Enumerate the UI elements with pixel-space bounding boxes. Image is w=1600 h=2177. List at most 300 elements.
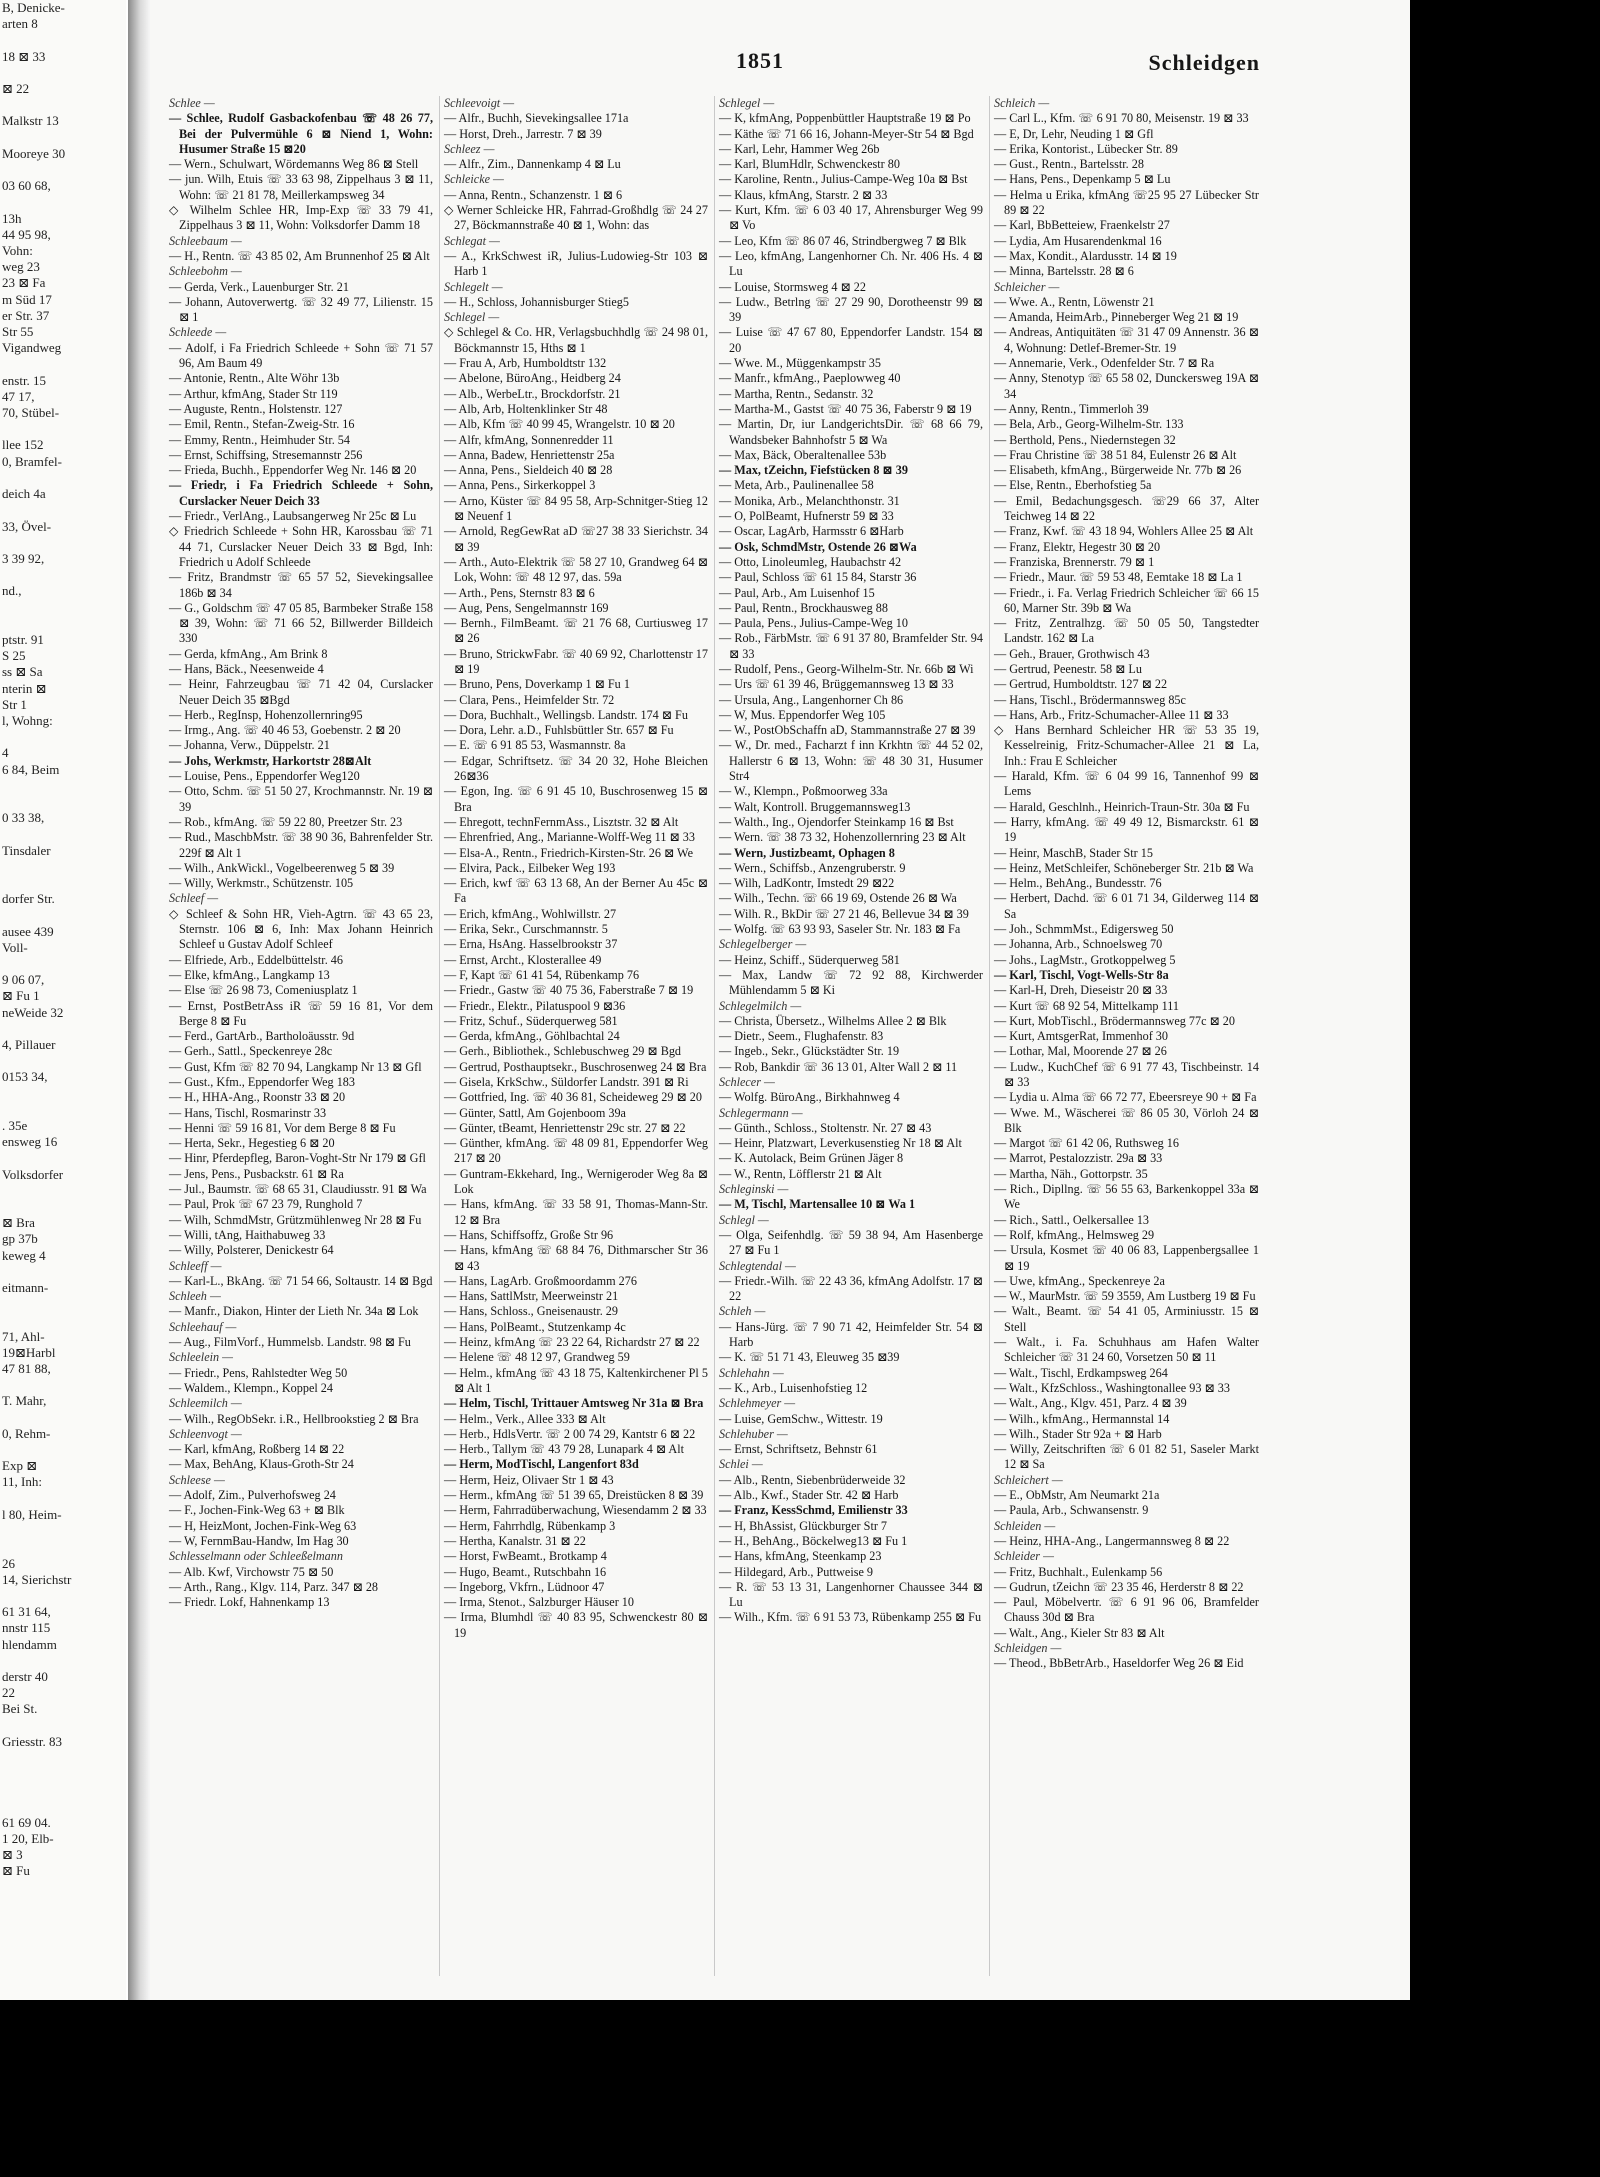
surname-heading: Schleebaum — — [169, 233, 242, 248]
margin-line — [0, 502, 126, 518]
directory-entry: — Erika, Kontorist., Lübecker Str. 89 — [994, 141, 1178, 156]
directory-entry: — Meta, Arb., Paulinenallee 58 — [719, 478, 874, 493]
directory-entry: ◇ Wilhelm Schlee HR, Imp-Exp ☏ 33 79 41, Zippelhaus 3 ⊠ 11, Wohn: Volksdorfer Damm 18 — [169, 203, 433, 233]
margin-line: nterin ⊠ — [2, 680, 47, 696]
margin-line: weg 23 — [2, 259, 40, 275]
margin-line — [0, 1296, 126, 1312]
directory-entry: — Margot ☏ 61 42 06, Ruthsweg 16 — [994, 1136, 1179, 1151]
directory-entry: — Emmy, Rentn., Heimhuder Str. 54 — [169, 432, 350, 447]
margin-line — [0, 194, 126, 210]
directory-entry: — Fritz, Brandmstr ☏ 65 57 52, Sievekingsallee 186b ⊠ 34 — [169, 570, 433, 600]
surname-heading: Schlegl — — [719, 1212, 769, 1227]
directory-entry: — Arth., Rang., Klgv. 114, Parz. 347 ⊠ 28 — [169, 1579, 379, 1594]
directory-entry: — Hinr, Pferdepfleg, Baron-Voght-Str Nr 179 ⊠ Gfl — [169, 1151, 426, 1166]
directory-entry: — Martha, Rentn., Sedanstr. 32 — [719, 386, 874, 401]
directory-entry: — Berthold, Pens., Niedernstegen 32 — [994, 432, 1176, 447]
directory-entry: — Karl, Tischl, Vogt-Wells-Str 8a — [994, 967, 1169, 982]
directory-entry: — Friedr., Maur. ☏ 59 53 48, Eemtake 18 ⊠ La 1 — [994, 570, 1243, 585]
margin-line: Tinsdaler — [2, 842, 51, 858]
directory-entry: — H., Schloss, Johannisburger Stieg5 — [444, 294, 629, 309]
directory-entry: — Waldem., Klempn., Koppel 24 — [169, 1380, 333, 1395]
margin-line: 22 — [2, 1685, 15, 1701]
surname-heading: Schleider — — [994, 1549, 1054, 1564]
directory-entry: — W., Rentn, Löfflerstr 21 ⊠ Alt — [719, 1166, 882, 1181]
directory-entry: — Annemarie, Verk., Odenfelder Str. 7 ⊠ Ra — [994, 356, 1215, 371]
directory-entry: — Wolfg. BüroAng., Birkhahnweg 4 — [719, 1090, 900, 1105]
directory-entry: — Wilh, SchmdMstr, Grützmühlenweg Nr 28 ⊠ Fu — [169, 1212, 422, 1227]
margin-line — [0, 600, 126, 616]
surname-heading: Schlegtendal — — [719, 1258, 796, 1273]
directory-entry: — Hildegard, Arb., Puttweise 9 — [719, 1564, 874, 1579]
surname-heading: Schleidgen — — [994, 1640, 1062, 1655]
directory-entry: — Wern., Schulwart, Wördemanns Weg 86 ⊠ Stell — [169, 157, 419, 172]
directory-entry: — Joh., SchmmMst., Edigersweg 50 — [994, 922, 1174, 937]
directory-entry: — W., Dr. med., Facharzt f inn Krkhtn ☏ 44 52 02, Hallerstr 6 ⊠ 13, Wohn: ☏ 48 30 31, Husumer Str4 — [719, 738, 983, 784]
margin-line — [0, 794, 126, 810]
directory-entry: — Gertrud, Peenestr. 58 ⊠ Lu — [994, 661, 1142, 676]
directory-entry: — Jul., Baumstr. ☏ 68 65 31, Claudiusstr. 91 ⊠ Wa — [169, 1182, 427, 1197]
directory-entry: — Helene ☏ 48 12 97, Grandweg 59 — [444, 1350, 630, 1365]
directory-entry: — Wilh., Techn. ☏ 66 19 69, Ostende 26 ⊠ Wa — [719, 891, 957, 906]
directory-entry: — Gerda, kfmAng., Göhlbachtal 24 — [444, 1029, 620, 1044]
directory-entry: — Otto, Schm. ☏ 51 50 27, Krochmannstr. Nr. 19 ⊠ 39 — [169, 784, 433, 814]
directory-entry: ◇ Friedrich Schleede + Sohn HR, Karossbau ☏ 71 44 71, Curslacker Neuer Deich 33 ⊠ Bgd, Inh: Friedrich u Adolf Schleede — [169, 524, 433, 569]
directory-entry: — Franz, Elektr, Hegestr 30 ⊠ 20 — [994, 539, 1161, 554]
directory-entry: — W., Klempn., Poßmoorweg 33a — [719, 784, 888, 799]
directory-entry: — Wilh., RegObSekr. i.R., Hellbrookstieg 2 ⊠ Bra — [169, 1411, 419, 1426]
margin-line — [0, 859, 126, 875]
directory-entry: — Karl-H, Dreh, Dieseistr 20 ⊠ 33 — [994, 983, 1168, 998]
directory-entry: — Wilh., AnkWickl., Vogelbeerenweg 5 ⊠ 39 — [169, 860, 395, 875]
directory-entry: ◇ Werner Schleicke HR, Fahrrad-Großhdlg ☏ 24 27 27, Böckmannstraße 40 ⊠ 1, Wohn: das — [444, 203, 708, 233]
directory-entry: — Walt., Beamt. ☏ 54 41 05, Arminiusstr. 15 ⊠ Stell — [994, 1304, 1259, 1334]
directory-entry: — Osk, SchmdMstr, Ostende 26 ⊠Wa — [719, 539, 917, 554]
margin-line: 9 06 07, — [2, 972, 45, 988]
margin-line: ⊠ Fu 1 — [2, 988, 40, 1004]
directory-entry: — Paula, Pens., Julius-Campe-Weg 10 — [719, 616, 908, 631]
directory-entry: — Alb., Rentn, Siebenbrüderweide 32 — [719, 1472, 906, 1487]
margin-line: S 25 — [2, 648, 26, 664]
margin-line: Vohn: — [2, 243, 33, 259]
surname-heading: Schleevoigt — — [444, 96, 515, 110]
directory-entry: — K. ☏ 51 71 43, Eleuweg 35 ⊠39 — [719, 1350, 900, 1365]
directory-entry: — Walt., KfzSchloss., Washingtonallee 93 ⊠ 33 — [994, 1380, 1230, 1395]
margin-line — [0, 1264, 126, 1280]
directory-entry: — Elisabeth, kfmAng., Bürgerweide Nr. 77b ⊠ 26 — [994, 463, 1242, 478]
directory-entry: — Ludw., KuchChef ☏ 6 91 77 43, Tischbeinstr. 14 ⊠ 33 — [994, 1059, 1259, 1089]
margin-line — [0, 1312, 126, 1328]
directory-entry: — H, BhAssist, Glückburger Str 7 — [719, 1518, 888, 1533]
margin-line: enstr. 15 — [2, 372, 47, 388]
directory-entry: — Schlee, Rudolf Gasbackofenbau ☏ 48 26 77, Bei der Pulvermühle 6 ⊠ Niend 1, Wohn: Husumer Straße 15 ⊠20 — [169, 111, 433, 156]
directory-entry: — Fritz, Zentralhzg. ☏ 50 05 50, Tangstedter Landstr. 162 ⊠ La — [994, 616, 1259, 646]
surname-heading: Schleelein — — [169, 1350, 233, 1365]
directory-entry: — Marrot, Pestalozzistr. 29a ⊠ 33 — [994, 1151, 1163, 1166]
directory-entry: — Hans, Tischl., Brödermannsweg 85c — [994, 692, 1186, 707]
surname-heading: Schleese — — [169, 1472, 225, 1487]
directory-entry: — Wern., Schiffsb., Anzengruberstr. 9 — [719, 860, 906, 875]
margin-line: ⊠ 3 — [2, 1847, 23, 1863]
directory-entry: — K. Autolack, Beim Grünen Jäger 8 — [719, 1151, 904, 1166]
directory-entry: — Wilh., Stader Str 92a + ⊠ Harb — [994, 1426, 1162, 1441]
directory-entry: — Gudrun, tZeichn ☏ 23 35 46, Herderstr 8 ⊠ 22 — [994, 1579, 1244, 1594]
directory-entry: — Karl-L., BkAng. ☏ 71 54 66, Soltaustr. 14 ⊠ Bgd — [169, 1273, 433, 1288]
directory-entry: — Friedr., Gastw ☏ 40 75 36, Faberstraße 7 ⊠ 19 — [444, 983, 694, 998]
margin-line — [0, 778, 126, 794]
directory-entry: — Manfr., kfmAng., Paeplowweg 40 — [719, 371, 901, 386]
directory-entry: — Irma, Blumhdl ☏ 40 83 95, Schwenckestr 80 ⊠ 19 — [444, 1610, 708, 1640]
directory-entry: — Rud., MaschbMstr. ☏ 38 90 36, Bahrenfelder Str. 229f ⊠ Alt 1 — [169, 830, 433, 860]
directory-entry: — Johs, Werkmstr, Harkortstr 28⊠Alt — [169, 753, 372, 768]
surname-heading: Schlei — — [719, 1457, 763, 1472]
directory-entry: — Hans, Pens., Depenkamp 5 ⊠ Lu — [994, 172, 1171, 187]
margin-line — [0, 1102, 126, 1118]
directory-entry: — Anna, Rentn., Schanzenstr. 1 ⊠ 6 — [444, 187, 623, 202]
directory-entry: — Hans, Tischl, Rosmarinstr 33 — [169, 1105, 327, 1120]
directory-entry: — Karoline, Rentn., Julius-Campe-Weg 10a ⊠ Bst — [719, 172, 968, 187]
directory-entry: ◇ Schleef & Sohn HR, Vieh-Agtrn. ☏ 43 65 23, Sternstr. 106 ⊠ 6, Inh: Max Johann Heinrich Schleef u Gustav Adolf Schleef — [169, 906, 433, 952]
directory-entry: — Jens, Pens., Pusbackstr. 61 ⊠ Ra — [169, 1166, 344, 1181]
surname-heading: Schleeh — — [169, 1289, 221, 1304]
directory-entry: — Heinr, Fahrzeugbau ☏ 71 42 04, Curslacker Neuer Deich 35 ⊠Bgd — [169, 677, 433, 707]
directory-entry: — Klaus, kfmAng, Starstr. 2 ⊠ 33 — [719, 187, 888, 202]
directory-entry: — Paul, Prok ☏ 67 23 79, Runghold 7 — [169, 1197, 363, 1212]
margin-line: Vigandweg — [2, 340, 62, 356]
directory-entry: — Ludw., Betrlng ☏ 27 29 90, Dorotheenstr 99 ⊠ 39 — [719, 294, 983, 325]
directory-entry: — Max, tZeichn, Fiefstücken 8 ⊠ 39 — [719, 463, 908, 478]
directory-entry: — Max, Landw ☏ 72 92 88, Kirchwerder Mühlendamm 5 ⊠ Ki — [719, 967, 983, 998]
directory-entry: — Herb., Tallym ☏ 43 79 28, Lunapark 4 ⊠ Alt — [444, 1442, 684, 1457]
directory-entry: — Elvira, Pack., Eilbeker Weg 193 — [444, 860, 616, 875]
directory-entry: — Günter, Sattl, Am Gojenboom 39a — [444, 1105, 626, 1120]
margin-line: llee 152 — [2, 437, 44, 453]
directory-entry: — Hans, Schloss., Gneisenaustr. 29 — [444, 1304, 618, 1319]
directory-entry: — Elfriede, Arb., Eddelbüttelstr. 46 — [169, 952, 343, 967]
directory-entry: — Adolf, i Fa Friedrich Schleede + Sohn ☏ 71 57 96, Am Baum 49 — [169, 340, 433, 371]
directory-entry: — Elke, kfmAng., Langkamp 13 — [169, 967, 330, 982]
margin-line: 61 31 64, — [2, 1604, 51, 1620]
directory-entry: — Luise, GemSchw., Wittestr. 19 — [719, 1411, 883, 1426]
margin-line: gp 37b — [2, 1231, 38, 1247]
margin-line: . 35e — [2, 1118, 28, 1134]
directory-entry: — Bruno, Pens, Doverkamp 1 ⊠ Fu 1 — [444, 677, 630, 692]
surname-heading: Schleh — — [719, 1304, 766, 1319]
directory-entry: — W, FernmBau-Handw, Im Hag 30 — [169, 1533, 349, 1548]
directory-entry: — Ehrenfried, Ang., Marianne-Wolff-Weg 11 ⊠ 33 — [444, 830, 695, 845]
margin-line: 47 17, — [2, 388, 35, 404]
directory-entry: — Alb., Kwf., Stader Str. 42 ⊠ Harb — [719, 1488, 899, 1503]
surname-heading: Schleenvogt — — [169, 1426, 242, 1441]
facing-page-margin-text — [0, 0, 126, 2000]
directory-column-2 — [440, 96, 715, 1976]
directory-entry: — Herb., HdlsVertr. ☏ 2 00 74 29, Kantstr 6 ⊠ 22 — [444, 1426, 696, 1441]
margin-line: 1 20, Elb- — [2, 1830, 54, 1846]
margin-line: nnstr 115 — [2, 1620, 51, 1636]
directory-entry: — Irmg., Ang. ☏ 40 46 53, Goebenstr. 2 ⊠ 20 — [169, 723, 401, 738]
directory-entry: — Olga, Seifenhdlg. ☏ 59 38 94, Am Hasenberge 27 ⊠ Fu 1 — [719, 1227, 983, 1258]
directory-entry: — Anna, Pens., Sieldeich 40 ⊠ 28 — [444, 463, 613, 478]
margin-line — [0, 616, 126, 632]
margin-line — [0, 1750, 126, 1766]
directory-entry: — Hans, Schiffsoffz, Große Str 96 — [444, 1227, 614, 1242]
book-gutter — [128, 0, 150, 2000]
directory-entry: — Theod., BbBetrArb., Haseldorfer Weg 26 ⊠ Eid — [994, 1656, 1244, 1671]
margin-line: 0153 34, — [2, 1069, 48, 1085]
margin-line — [0, 421, 126, 437]
directory-entry: — Ingeb., Sekr., Glückstädter Str. 19 — [719, 1044, 900, 1059]
margin-line: m Süd 17 — [2, 291, 52, 307]
margin-line: eitmann- — [2, 1280, 49, 1296]
margin-line: Malkstr 13 — [2, 113, 59, 129]
directory-entry: — Dora, Lehr. a.D., Fuhlsbüttler Str. 657 ⊠ Fu — [444, 723, 674, 738]
margin-line: 44 95 98, — [2, 226, 51, 242]
margin-line: Griesstr. 83 — [2, 1733, 62, 1749]
margin-line — [0, 1442, 126, 1458]
directory-column-4 — [990, 96, 1265, 1976]
margin-line: 4 — [2, 745, 9, 761]
surname-heading: Schleehauf — — [169, 1319, 237, 1334]
running-title: Schleidgen — [1148, 50, 1260, 75]
directory-entry: — Fritz, Schuf., Süderquerweg 581 — [444, 1013, 618, 1028]
directory-entry: — Ingeborg, Vkfrn., Lüdnoor 47 — [444, 1579, 605, 1594]
directory-entry: — Amanda, HeimArb., Pinneberger Weg 21 ⊠ 19 — [994, 310, 1239, 325]
margin-line — [0, 1150, 126, 1166]
directory-entry: — Paula, Arb., Schwansenstr. 9 — [994, 1503, 1149, 1518]
surname-heading: Schlesselmann oder Schleeßelmann — [169, 1549, 343, 1564]
directory-entry: — jun. Wilh, Etuis ☏ 33 63 98, Zippelhaus 3 ⊠ 11, Wohn: ☏ 21 81 78, Meillerkampsweg 34 — [169, 172, 433, 202]
directory-entry: — Erika, Sekr., Curschmannstr. 5 — [444, 922, 608, 937]
surname-heading: Schlehuber — — [719, 1426, 788, 1441]
directory-entry: — Aug, Pens, Sengelmannstr 169 — [444, 600, 609, 615]
margin-line: ss ⊠ Sa — [2, 664, 43, 680]
directory-entry: — Helma u Erika, kfmAng ☏25 95 27 Lübecker Str 89 ⊠ 22 — [994, 187, 1259, 218]
directory-entry: — Walt., Ang., Kieler Str 83 ⊠ Alt — [994, 1625, 1165, 1640]
directory-entry: — Helm., BehAng., Bundesstr. 76 — [994, 876, 1162, 891]
directory-entry: — Herta, Sekr., Hegestieg 6 ⊠ 20 — [169, 1136, 335, 1151]
directory-entry: ◇ Hans Bernhard Schleicher HR ☏ 53 35 19, Kesselreinig, Fritz-Schumacher-Allee 21 ⊠ La, Inh.: Frau E Schleicher — [994, 723, 1259, 768]
directory-entry: — Günther, kfmAng. ☏ 48 09 81, Eppendorfer Weg 217 ⊠ 20 — [444, 1136, 708, 1166]
directory-entry: — Wwe. A., Rentn, Löwenstr 21 — [994, 294, 1155, 309]
margin-line: 23 ⊠ Fa — [2, 275, 46, 291]
directory-entry: — Henni ☏ 59 16 81, Vor dem Berge 8 ⊠ Fu — [169, 1120, 396, 1135]
surname-heading: Schlegel — — [444, 310, 500, 325]
directory-entry: — Harry, kfmAng. ☏ 49 49 12, Bismarckstr. 61 ⊠ 19 — [994, 814, 1259, 845]
surname-heading: Schlegat — — [444, 233, 500, 248]
directory-entry: — Gust., Kfm., Eppendorfer Weg 183 — [169, 1075, 355, 1089]
directory-entry: — M, Tischl, Martensallee 10 ⊠ Wa 1 — [719, 1197, 916, 1212]
surname-heading: Schlee — — [169, 96, 215, 110]
surname-heading: Schleginski — — [719, 1182, 789, 1197]
surname-heading: Schleeff — — [169, 1258, 222, 1273]
directory-entry: — Paul, Arb., Am Luisenhof 15 — [719, 585, 875, 600]
margin-line: Bei St. — [2, 1701, 38, 1717]
directory-entry: — Käthe ☏ 71 66 16, Johann-Meyer-Str 54 ⊠ Bgd — [719, 126, 974, 141]
directory-entry: — Urs ☏ 61 39 46, Brüggemannsweg 13 ⊠ 33 — [719, 677, 954, 692]
directory-entry: — Günter, tBeamt, Henriettenstr 29c str. 27 ⊠ 22 — [444, 1120, 686, 1135]
directory-entry: — Dora, Buchhalt., Wellingsb. Landstr. 174 ⊠ Fu — [444, 707, 688, 722]
directory-entry: — W., PostObSchaffn aD, Stammannstraße 27 ⊠ 39 — [719, 723, 976, 738]
directory-entry: — Else, Rentn., Eberhofstieg 5a — [994, 478, 1152, 493]
directory-entry: — Walt, Kontroll. Bruggemannsweg13 — [719, 799, 911, 814]
directory-entry: — Manfr., Diakon, Hinter der Lieth Nr. 34a ⊠ Lok — [169, 1304, 419, 1319]
directory-entry: — Otto, Linoleumleg, Haubachstr 42 — [719, 554, 902, 569]
directory-entry: — O, PolBeamt, Hufnerstr 59 ⊠ 33 — [719, 509, 894, 524]
directory-entry: — Ehregott, technFernmAss., Lisztstr. 32 ⊠ Alt — [444, 814, 679, 829]
margin-line: 0, Rehm- — [2, 1425, 51, 1441]
surname-heading: Schleemilch — — [169, 1396, 242, 1411]
directory-entry: — Luise ☏ 47 67 80, Eppendorfer Landstr. 154 ⊠ 20 — [719, 325, 983, 355]
directory-entry: — Harald, Geschlnh., Heinrich-Traun-Str. 30a ⊠ Fu — [994, 799, 1250, 814]
margin-line: 4, Pillauer — [2, 1037, 56, 1052]
directory-entry: — Andreas, Antiquitäten ☏ 31 47 09 Annenstr. 36 ⊠ 4, Wohnung: Detlef-Bremer-Str. 19 — [994, 325, 1259, 355]
margin-line — [0, 1799, 126, 1815]
directory-entry: — Walth., Ing., Ojendorfer Steinkamp 16 ⊠ Bst — [719, 814, 954, 829]
margin-line: Str 55 — [2, 324, 34, 340]
margin-line: hlendamm — [2, 1636, 57, 1652]
directory-entry: — Frau Christine ☏ 38 51 84, Eulenstr 26 ⊠ Alt — [994, 447, 1237, 462]
directory-columns — [165, 96, 1265, 1976]
directory-entry: — Lothar, Mal, Moorende 27 ⊠ 26 — [994, 1044, 1167, 1059]
directory-entry: — Günth., Schloss., Stoltenstr. Nr. 27 ⊠ 43 — [719, 1120, 932, 1135]
directory-entry: — R. ☏ 53 13 31, Langenhorner Chaussee 344 ⊠ Lu — [719, 1579, 983, 1610]
margin-line: nd., — [2, 583, 22, 599]
margin-line — [0, 1523, 126, 1539]
directory-entry: — Herm, Fahrradüberwachung, Wiesendamm 2 ⊠ 33 — [444, 1503, 707, 1518]
margin-line: ausee 439 — [2, 923, 54, 939]
directory-entry: — A., KrkSchwest iR, Julius-Ludowieg-Str 103 ⊠ Harb 1 — [444, 248, 708, 279]
margin-line — [0, 65, 126, 81]
directory-entry: — Alfr, kfmAng, Sonnenredder 11 — [444, 432, 614, 447]
directory-entry: — Gerh., Sattl., Speckenreye 28c — [169, 1044, 333, 1059]
directory-entry: — Friedr., Elektr., Pilatuspool 9 ⊠36 — [444, 998, 626, 1013]
directory-entry: — Heinr, Platzwart, Leverkusenstieg Nr 18 ⊠ Alt — [719, 1136, 962, 1151]
directory-entry: — Rich., Sattl., Oelkersallee 13 — [994, 1212, 1150, 1227]
directory-entry: — Friedr.-Wilh. ☏ 22 43 36, kfmAng Adolfstr. 17 ⊠ 22 — [719, 1273, 983, 1304]
directory-entry: — Alfr., Buchh, Sievekingsallee 171a — [444, 111, 629, 126]
directory-entry: — Friedr., i. Fa. Verlag Friedrich Schleicher ☏ 66 15 60, Marner Str. 39b ⊠ Wa — [994, 585, 1259, 615]
directory-entry: — Hans, kfmAng, Steenkamp 23 — [719, 1549, 882, 1564]
directory-entry: — Karl, BbBetteiew, Fraenkelstr 27 — [994, 218, 1170, 233]
directory-entry: — Erich, kwf ☏ 63 13 68, An der Berner Au 45c ⊠ Fa — [444, 876, 708, 906]
directory-entry: — Bela, Arb., Georg-Wilhelm-Str. 133 — [994, 417, 1184, 432]
directory-entry: — Martha-M., Gastst ☏ 40 75 36, Faberstr 9 ⊠ 19 — [719, 401, 972, 416]
directory-entry: — Wilh., kfmAng., Hermannstal 14 — [994, 1411, 1170, 1426]
surname-heading: Schleicher — — [994, 279, 1060, 294]
margin-line: ⊠ 22 — [2, 81, 30, 97]
margin-line — [0, 535, 126, 551]
directory-entry: — Arno, Küster ☏ 84 95 58, Arp-Schnitger-Stieg 12 ⊠ Neuenf 1 — [444, 493, 708, 524]
directory-entry: — Elsa-A., Rentn., Friedrich-Kirsten-Str. 26 ⊠ We — [444, 845, 693, 860]
directory-entry: — Wwe. M., Müggenkampstr 35 — [719, 356, 881, 371]
surname-heading: Schlegel — — [719, 96, 775, 110]
directory-entry: — Martha, Näh., Gottorpstr. 35 — [994, 1166, 1148, 1181]
directory-entry: — F, Kapt ☏ 61 41 54, Rübenkamp 76 — [444, 967, 640, 982]
margin-line — [0, 97, 126, 113]
directory-entry: — Wilh. R., BkDir ☏ 27 21 46, Bellevue 34 ⊠ 39 — [719, 906, 969, 921]
surname-heading: Schleez — — [444, 141, 495, 156]
directory-entry: — Wilh., Kfm. ☏ 6 91 53 73, Rübenkamp 255 ⊠ Fu — [719, 1610, 982, 1625]
margin-line: dorfer Str. — [2, 891, 55, 907]
margin-line — [0, 356, 126, 372]
directory-entry: — Alb, Kfm ☏ 40 99 45, Wrangelstr. 10 ⊠ 20 — [444, 417, 675, 432]
directory-entry: — Herb., RegInsp, Hohenzollernring95 — [169, 707, 363, 722]
directory-entry: — Rich., Dipllng. ☏ 56 55 63, Barkenkoppel 33a ⊠ We — [994, 1182, 1259, 1212]
directory-entry: — K, kfmAng, Poppenbüttler Hauptstraße 19 ⊠ Po — [719, 111, 971, 126]
directory-entry: — Frieda, Buchh., Eppendorfer Weg Nr. 146 ⊠ 20 — [169, 463, 417, 478]
directory-entry: — Helm., kfmAng ☏ 43 18 75, Kaltenkirchener Pl 5 ⊠ Alt 1 — [444, 1365, 708, 1395]
directory-entry: — Else ☏ 26 98 73, Comeniusplatz 1 — [169, 983, 358, 998]
margin-line — [0, 162, 126, 178]
directory-entry: — Herbert, Dachd. ☏ 6 01 71 34, Gilderweg 114 ⊠ Sa — [994, 891, 1259, 921]
margin-line: 61 69 04. — [2, 1814, 51, 1830]
directory-entry: — Horst, FwBeamt., Brotkamp 4 — [444, 1549, 607, 1564]
directory-entry: — Ernst, Schiffsing, Stresemannstr 256 — [169, 447, 363, 462]
directory-entry: — Hertha, Kanalstr. 31 ⊠ 22 — [444, 1533, 586, 1548]
margin-line — [0, 1766, 126, 1782]
margin-line: 13h — [2, 210, 22, 226]
directory-entry: — Gerda, Verk., Lauenburger Str. 21 — [169, 279, 349, 294]
margin-line: Volksdorfer — [2, 1166, 64, 1182]
directory-entry: — Willy, Werkmstr., Schützenstr. 105 — [169, 876, 354, 891]
directory-entry: — Wwe. M., Wäscherei ☏ 86 05 30, Vörloh 24 ⊠ Blk — [994, 1105, 1259, 1135]
margin-line — [0, 470, 126, 486]
directory-entry: — Wolfg. ☏ 63 93 93, Saseler Str. Nr. 183 ⊠ Fa — [719, 922, 961, 937]
margin-line: 19⊠Harbl — [2, 1344, 56, 1360]
directory-entry: — Gottfried, Ing. ☏ 40 36 81, Scheideweg 29 ⊠ 20 — [444, 1090, 702, 1105]
directory-entry: — Helm., Verk., Allee 333 ⊠ Alt — [444, 1411, 606, 1426]
directory-entry: — Helm, Tischl, Trittauer Amtsweg Nr 31a ⊠ Bra — [444, 1396, 704, 1411]
directory-entry: — Herm, Heiz, Olivaer Str 1 ⊠ 43 — [444, 1472, 614, 1487]
directory-entry: — Alb. Kwf, Virchowstr 75 ⊠ 50 — [169, 1564, 334, 1579]
margin-line — [0, 875, 126, 891]
directory-entry: — Hans, kfmAng. ☏ 33 58 91, Thomas-Mann-Str. 12 ⊠ Bra — [444, 1197, 708, 1227]
directory-entry: — Erich, kfmAng., Wohlwillstr. 27 — [444, 906, 617, 921]
directory-entry: — Uwe, kfmAng., Speckenreye 2a — [994, 1273, 1165, 1288]
scan-background-bottom — [0, 2000, 1600, 2177]
directory-entry: — Harald, Kfm. ☏ 6 04 99 16, Tannenhof 99 ⊠ Lems — [994, 769, 1259, 799]
page-number: 1851 — [736, 48, 784, 73]
directory-column-3 — [715, 96, 990, 1976]
surname-heading: Schlecer — — [719, 1075, 775, 1089]
directory-entry: — Kurt, MobTischl., Brödermannsweg 77c ⊠ 20 — [994, 1013, 1235, 1028]
directory-entry: — Walt., Tischl, Erdkampsweg 264 — [994, 1365, 1168, 1380]
directory-entry: — Kurt ☏ 68 92 54, Mittelkamp 111 — [994, 998, 1179, 1013]
directory-entry: — Anny, Stenotyp ☏ 65 58 02, Dunckersweg 19A ⊠ 34 — [994, 371, 1259, 401]
directory-entry: — Rudolf, Pens., Georg-Wilhelm-Str. Nr. 66b ⊠ Wi — [719, 661, 974, 676]
directory-entry: — Paul, Schloss ☏ 61 15 84, Starstr 36 — [719, 570, 917, 585]
directory-entry: — Karl, BlumHdlr, Schwenckestr 80 — [719, 157, 900, 172]
directory-entry: — Abelone, BüroAng., Heidberg 24 — [444, 371, 621, 386]
directory-entry: — Ernst, Archt., Klosterallee 49 — [444, 952, 602, 967]
directory-entry: — Dietr., Seem., Flughafenstr. 83 — [719, 1029, 884, 1044]
directory-entry: — Frau A, Arb, Humboldtstr 132 — [444, 356, 607, 371]
surname-heading: Schlegermann — — [719, 1105, 803, 1120]
directory-entry: — Herm, Fahrrhdlg, Rübenkamp 3 — [444, 1518, 616, 1533]
directory-entry: — F., Jochen-Fink-Weg 63 + ⊠ Blk — [169, 1503, 345, 1518]
directory-entry: — Walt., Ang., Klgv. 451, Parz. 4 ⊠ 39 — [994, 1396, 1187, 1411]
margin-line — [0, 1021, 126, 1037]
directory-entry: — Willy, Polsterer, Denickestr 64 — [169, 1243, 334, 1258]
directory-entry: — Ursula, Kosmet ☏ 40 06 83, Lappenbergsallee 1 ⊠ 19 — [994, 1243, 1259, 1273]
directory-entry: — Heinr, MaschB, Stader Str 15 — [994, 845, 1153, 860]
directory-entry: ◇ Schlegel & Co. HR, Verlagsbuchhdlg ☏ 24 98 01, Böckmannstr 15, Hths ⊠ 1 — [444, 325, 708, 355]
directory-entry: — Gust, Kfm ☏ 82 70 94, Langkamp Nr 13 ⊠ Gfl — [169, 1059, 422, 1074]
directory-entry: — Max, Bäck, Oberaltenallee 53b — [719, 447, 887, 462]
directory-entry: — Gertrud, Humboldtstr. 127 ⊠ 22 — [994, 677, 1168, 692]
margin-line — [0, 1653, 126, 1669]
margin-line: ptstr. 91 — [2, 631, 44, 647]
directory-entry: — Arthur, kfmAng, Stader Str 119 — [169, 386, 338, 401]
